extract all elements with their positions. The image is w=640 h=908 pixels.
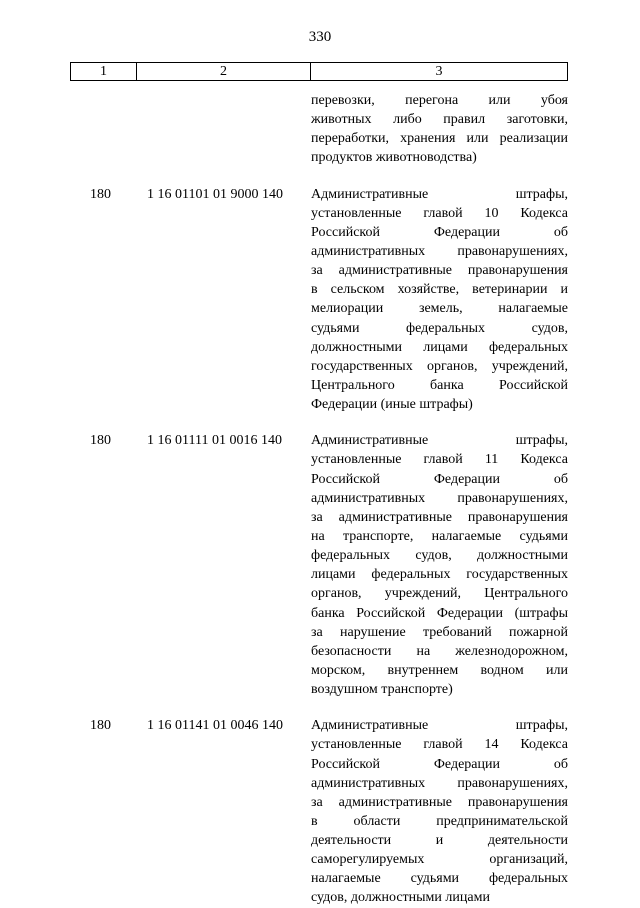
description-line: на транспорте, налагаемые судьями bbox=[311, 528, 568, 544]
budget-classification-code: 1 16 01141 01 0046 140 bbox=[147, 718, 283, 734]
description-line: судов, должностными лицами bbox=[311, 890, 490, 906]
table-header bbox=[70, 62, 568, 81]
description-line: Российской Федерации об bbox=[311, 471, 568, 487]
description-line: воздушном транспорте) bbox=[311, 682, 453, 698]
row-gap bbox=[0, 414, 640, 431]
description-line: за административные правонарушения bbox=[311, 509, 568, 525]
description-line: продуктов животноводства) bbox=[311, 150, 477, 166]
description-line: деятельности и деятельности bbox=[311, 833, 568, 849]
table-row bbox=[0, 431, 640, 699]
description-line: за нарушение требований пожарной bbox=[311, 624, 568, 640]
admin-code: 180 bbox=[90, 186, 111, 202]
description-line: Российской Федерации об bbox=[311, 756, 568, 772]
description-line: Административные штрафы, bbox=[311, 718, 568, 734]
description-line: установленные главой 11 Кодекса bbox=[311, 452, 568, 468]
description-line: Административные штрафы, bbox=[311, 433, 568, 449]
description-line: переработки, хранения или реализации bbox=[311, 131, 568, 147]
table-row bbox=[0, 91, 640, 168]
description-line: установленные главой 10 Кодекса bbox=[311, 205, 568, 221]
header-col-3: 3 bbox=[435, 64, 443, 79]
description-line: безопасности на железнодорожном, bbox=[311, 643, 568, 659]
description-line: за административные правонарушения bbox=[311, 263, 568, 279]
description-line: животных либо правил заготовки, bbox=[311, 112, 568, 128]
budget-classification-code: 1 16 01101 01 9000 140 bbox=[147, 186, 283, 202]
description-line: перевозки, перегона или убоя bbox=[311, 93, 568, 108]
description-line: административных правонарушениях, bbox=[311, 490, 568, 506]
row-gap bbox=[0, 699, 640, 716]
description-line: Центрального банка Российской bbox=[311, 377, 568, 393]
table-row bbox=[0, 185, 640, 415]
description-line: Российской Федерации об bbox=[311, 224, 568, 240]
description-line: за административные правонарушения bbox=[311, 794, 568, 810]
table-body bbox=[0, 91, 640, 908]
admin-code: 180 bbox=[90, 718, 111, 734]
description-line: в сельском хозяйстве, ветеринарии и bbox=[311, 282, 568, 298]
admin-code: 180 bbox=[90, 433, 111, 449]
description-line: органов, учреждений, Центрального bbox=[311, 586, 568, 602]
description-line: государственных органов, учреждений, bbox=[311, 358, 568, 374]
description-line: судьями федеральных судов, bbox=[311, 320, 568, 336]
row-description bbox=[311, 91, 568, 168]
description-line: саморегулируемых организаций, bbox=[311, 852, 568, 868]
description-line: Административные штрафы, bbox=[311, 186, 568, 202]
description-line: лицами федеральных государственных bbox=[311, 567, 568, 583]
description-line: федеральных судов, должностными bbox=[311, 548, 568, 564]
row-gap bbox=[0, 168, 640, 185]
description-line: банка Российской Федерации (штрафы bbox=[311, 605, 568, 621]
description-line: административных правонарушениях, bbox=[311, 243, 568, 259]
row-description bbox=[311, 431, 568, 699]
description-line: Федерации (иные штрафы) bbox=[311, 397, 473, 413]
description-line: должностными лицами федеральных bbox=[311, 339, 568, 355]
description-line: мелиорации земель, налагаемые bbox=[311, 301, 568, 317]
description-line: установленные главой 14 Кодекса bbox=[311, 737, 568, 753]
page-number: 330 bbox=[308, 29, 332, 45]
description-line: морском, внутреннем водном или bbox=[311, 662, 568, 678]
description-line: в области предпринимательской bbox=[311, 813, 568, 829]
budget-classification-code: 1 16 01111 01 0016 140 bbox=[147, 433, 282, 449]
description-line: налагаемые судьями федеральных bbox=[311, 871, 568, 887]
description-line: административных правонарушениях, bbox=[311, 775, 568, 791]
table-row bbox=[0, 716, 640, 907]
header-col-1: 1 bbox=[71, 63, 137, 80]
header-col-2: 2 bbox=[137, 63, 311, 80]
row-description bbox=[311, 716, 568, 907]
row-description bbox=[311, 185, 568, 415]
